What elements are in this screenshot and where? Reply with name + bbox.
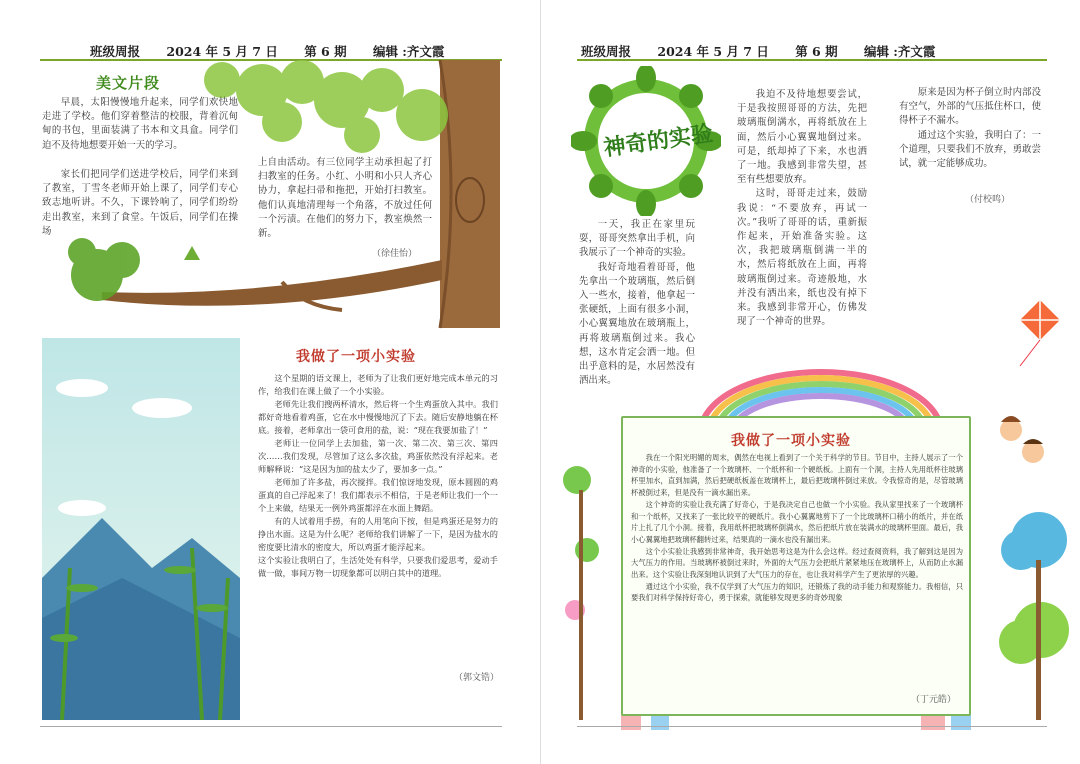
shenqi-col-2: 我迫不及待地想要尝试，于是我按照哥哥的方法，先把玻璃瓶倒满水，再将纸放在上面，然后小心翼翼地倒过来。可是，纸却掉了下来，水也洒了一地。我感到非常失望，甚至有些想要放弃。 这时，哥哥走过来，鼓励我说：“不要放弃，再试一次。”我听了哥哥的话，重新振作起来，开始准备实验。这次，我把玻璃瓶倒满一半的水，然后将纸放在上面，再将玻璃瓶倒过来。奇迹般地，水并没有洒出来，纸也没有掉下来。我感到非常开心，仿佛发现了一个神奇的世界。 (737, 89, 867, 328)
footer-rule (577, 726, 1047, 727)
shiyan2-author: （丁元皓） (911, 695, 957, 705)
shenqi-title: 神奇的实验 (601, 120, 715, 162)
left-decoration (557, 410, 617, 720)
meiwen-para-3: 上自由活动。有三位同学主动承担起了打扫教室的任务。小红、小明和小只人齐心协力，拿起扫帚和拖把，开始打扫教室。他们认真地清理每一个角落，不放过任何一个污渍。在他们的努力下，教室焕然一新。 (258, 157, 432, 240)
right-page (540, 0, 1080, 764)
meiwen-para-1: 早晨，太阳慢慢地升起来，同学们欢快地走进了学校。他们穿着整洁的校服，背着沉甸甸的书包，里面装满了书本和文具盒。同学们迫不及待地想要开始一天的学习。 (42, 97, 238, 151)
shiyan-body: 这个星期的语文课上，老师为了让我们更好地完成本单元的习作，给我们在课上做了一个小实验。 老师先让我们搜两杯清水，然后将一个生鸡蛋放入其中。我们都好奇地看着鸡蛋，它在水中慢慢地沉了下去。随后安静地躺在杯底。接着，老师拿出一袋可食用的盐，说：“现在我要加盐了！” 老师让一位同学上去加盐，第一次、第二次、第三次、第四次……我们发现，尽管加了这么多次盐，鸡蛋依然没有浮起来。老师解释说：“这是因为加的盐太少了，要加多一点。” 老师加了许多盐，再次搅拌。我们惊讶地发现，原本圆圆的鸡蛋真的自己浮起来了！我们都表示不相信，于是老师让我们一个一个上来做，结果无一例外鸡蛋都浮在水面上舞蹈。 有的人试着用手捞，有的人用笔向下按，但是鸡蛋还是努力的挣出水面。这是为什么呢？老师给我们讲解了一下，是因为盐水的密度要比清水的密度大，所以鸡蛋才能浮起来。 这个实验让我明白了，生活处处有科学，只要我们爱思考，爱动手做一做，事间万物一切现象都可以明白其中的道理。 (258, 373, 498, 578)
page-header (581, 42, 957, 60)
paper-name: 班级周报 (581, 44, 632, 59)
header-rule (577, 59, 1047, 61)
meiwen-para-2: 家长们把同学们送进学校后，同学们来到了教室，丁雪冬老师开始上课了，同学们专心致志地听讲。不久，下课铃响了，同学们纷纷走出教室，来到了食堂。午饭后，同学们在操场 (42, 169, 238, 237)
shiyan2-body: 我在一个阳光明媚的周末，偶然在电视上看到了一个关于科学的节目。节目中，主持人展示了一个神奇的小实验，他准备了一个玻璃杯、一个纸杯和一个硬纸板。上面有一个洞，主持人先用纸杯往玻璃杯里加水，直到加满，然后把硬纸板盖在玻璃杯上，最后把玻璃杯倒过来放。令我惊奇的是，尽管玻璃杯被倒过来，但是没有一滴水漏出来。 这个神奇的实验让我充满了好奇心，于是我决定自己也做一个小实验。我从家里找来了一个玻璃杯和一个纸杯，又找来了一张比较平的硬纸片。我小心翼翼地剪下了一个比玻璃杯口稍小的纸片，并在纸片上扎了几个小洞。接着，我用纸杯把玻璃杯倒满水，然后把纸片放在装满水的玻璃杯里面。最后，我小心翼翼地把玻璃杯翻转过来，结果真的一滴水也没有漏出来。 这个小实验让我感到非常神奇，我开始思考这是为什么会这样。经过查阅资料，我了解到这是因为大气压力的作用。当玻璃杯被倒过来时，外面的大气压力会把纸片紧紧地压在玻璃杯上，从而防止水漏出来。这个实验让我深刻地认识到了大气压力的存在，也让我对科学产生了更浓厚的兴趣。 通过这个小实验，我不仅学到了大气压力的知识，还锻炼了我的动手能力和观察能力。我相信，只要我们对科学保持好奇心，勇于探索，就能够发现更多的奇妙现象 (631, 453, 963, 603)
footer-rule (40, 726, 502, 727)
shenqi-col-1: 一天，我正在家里玩耍，哥哥突然拿出手机，向我展示了一个神奇的实验。 我好奇地看着哥哥，他先拿出一个玻璃瓶，然后倒入一些水，接着，他拿起一张硬纸，上面有很多小洞，小心翼翼地放在玻璃瓶上，再将玻璃瓶倒过来。我心想，这水肯定会洒一地。但出乎意料的是，水居然没有洒出来。 (579, 219, 695, 387)
issue-date: 2024 年 5 月 7 日 (166, 44, 278, 59)
children-illustration (981, 390, 1071, 720)
meiwen-title: 美文片段 (96, 74, 161, 92)
issue-number: 第 6 期 (304, 44, 347, 59)
bamboo-landscape-illustration (42, 338, 240, 720)
editor: 编辑 :齐文霞 (863, 44, 936, 59)
issue-number: 第 6 期 (795, 44, 838, 59)
meiwen-author: （徐佳怡） (372, 249, 418, 259)
paper-name: 班级周报 (90, 44, 141, 59)
shiyan-title: 我做了一项小实验 (296, 349, 416, 365)
shenqi-col-3: 原来是因为杯子倒立时内部没有空气，外部的气压抵住杯口，使得杯子不漏水。 通过这个实验，我明白了：一个道理，只要我们不放弃，勇敢尝试，就一定能够成功。 (899, 87, 1041, 170)
kite-icon (1015, 298, 1065, 368)
shenqi-author: （付校鸣） (965, 195, 1011, 205)
shiyan2-title: 我做了一项小实验 (731, 433, 851, 449)
editor: 编辑 :齐文霞 (372, 44, 445, 59)
shiyan-author: （郭文锆） (454, 673, 500, 683)
issue-date: 2024 年 5 月 7 日 (657, 44, 769, 59)
page-header (90, 42, 466, 60)
